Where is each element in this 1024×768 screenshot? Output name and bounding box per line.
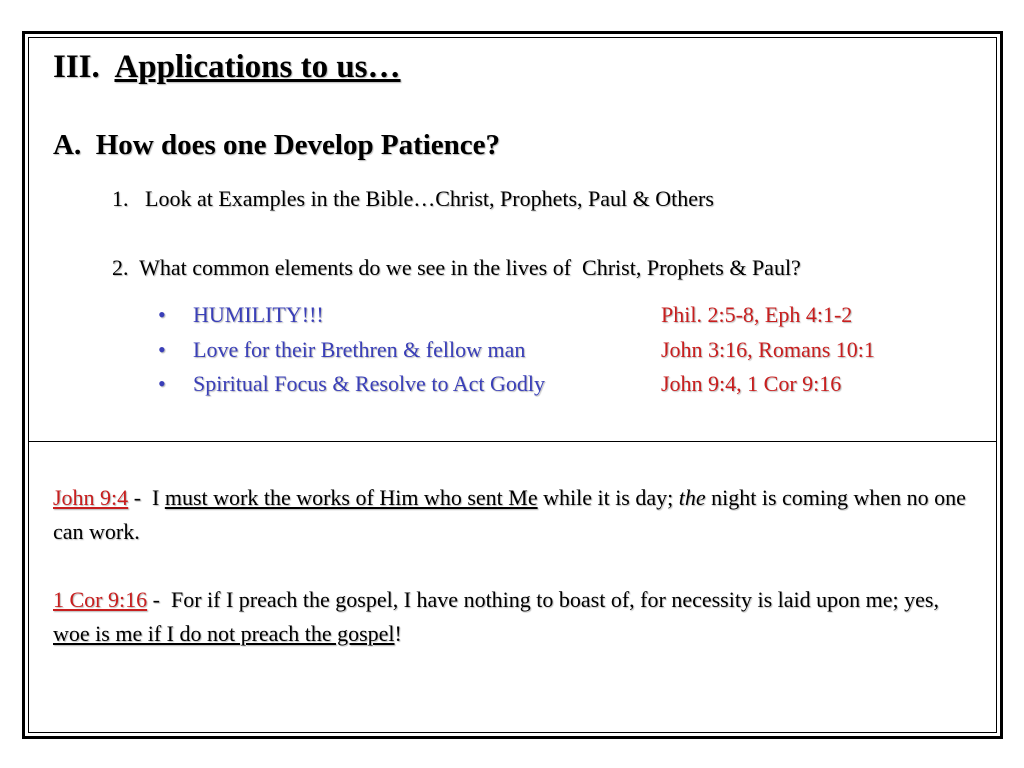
bullet-reference: Phil. 2:5-8, Eph 4:1-2 bbox=[661, 302, 853, 327]
verse-reference: John 9:4 bbox=[53, 485, 129, 510]
point-1-number: 1. bbox=[112, 186, 129, 211]
verse-reference: 1 Cor 9:16 bbox=[53, 587, 148, 612]
verse-underlined-text: woe is me if I do not preach the gospel bbox=[53, 621, 395, 646]
verse-separator: - I bbox=[128, 485, 165, 510]
section-a-text: How does one Develop Patience? bbox=[95, 129, 501, 161]
verse-john-9-4 bbox=[53, 481, 973, 549]
verse-1-cor-9-16 bbox=[53, 583, 973, 651]
verse-text: For if I preach the gospel, I have nothing to boast of, for necessity is laid upon me; yes, bbox=[170, 587, 945, 612]
verse-separator: - bbox=[147, 587, 171, 612]
bullet-text: HUMILITY!!! bbox=[193, 302, 324, 327]
point-2-number: 2. bbox=[112, 255, 129, 280]
point-1-text: Look at Examples in the Bible…Christ, Prophets, Paul & Others bbox=[145, 186, 714, 211]
point-2 bbox=[112, 255, 801, 281]
point-1 bbox=[112, 186, 714, 212]
verse-italic-text: the bbox=[678, 485, 706, 510]
verse-text: while it is day; bbox=[537, 485, 679, 510]
point-2-text: What common elements do we see in the lives of Christ, Prophets & Paul? bbox=[139, 255, 801, 280]
title-text: Applications to us… bbox=[114, 49, 401, 85]
verse-text-end: night is coming when no one can work. bbox=[53, 485, 972, 544]
bullet-reference: John 9:4, 1 Cor 9:16 bbox=[661, 371, 842, 396]
title-numeral: III. bbox=[53, 49, 100, 85]
bullet-icon: • bbox=[158, 371, 166, 396]
section-a-label: A. bbox=[53, 129, 82, 161]
verse-underlined-text: must work the works of Him who sent Me bbox=[164, 485, 538, 510]
bullet-icon: • bbox=[158, 302, 166, 327]
section-a-heading bbox=[53, 129, 500, 162]
bullet-icon: • bbox=[158, 337, 166, 362]
verse-text-end: ! bbox=[394, 621, 402, 646]
section-divider bbox=[28, 441, 997, 442]
bullet-reference: John 3:16, Romans 10:1 bbox=[661, 337, 875, 362]
bullet-text: Love for their Brethren & fellow man bbox=[193, 337, 526, 362]
bullet-text: Spiritual Focus & Resolve to Act Godly bbox=[193, 371, 545, 396]
slide-title bbox=[53, 49, 401, 86]
